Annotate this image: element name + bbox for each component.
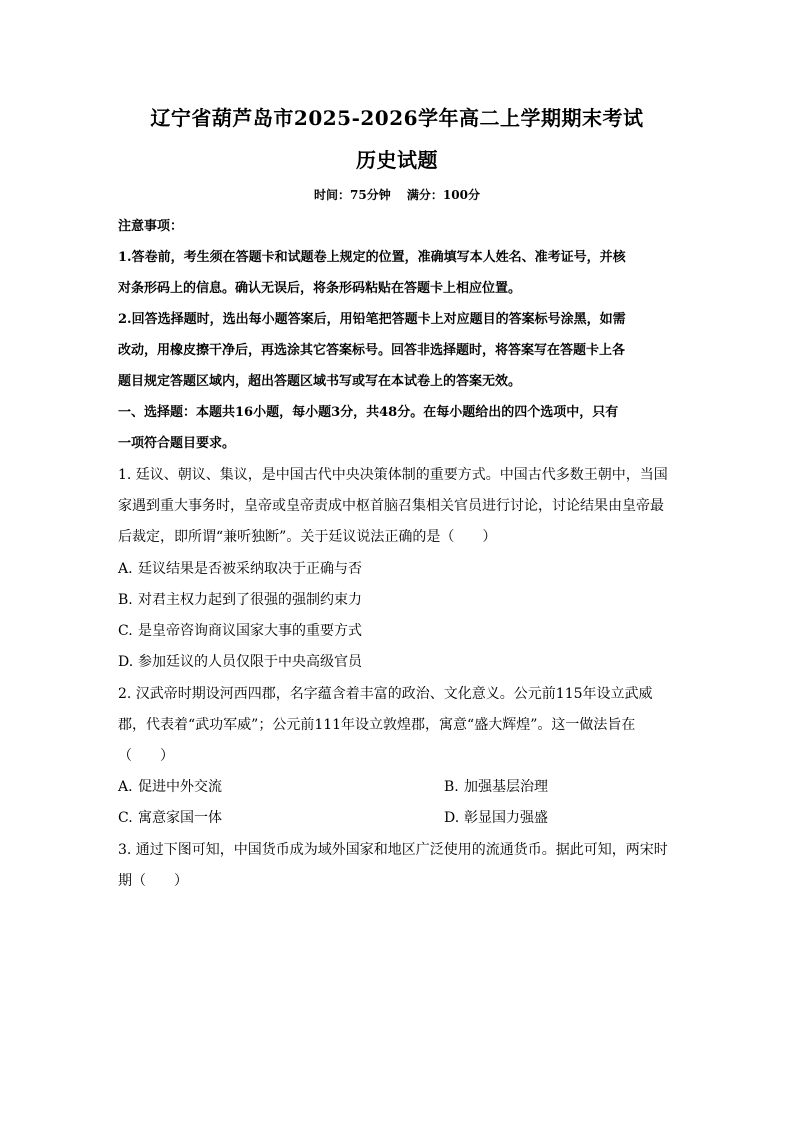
section-heading: 一、选择题：本题共16小题，每小题3分，共48分。在每小题给出的四个选项中，只有	[118, 405, 619, 420]
question-2-line: 2. 汉武帝时期设河西四郡，名字蕴含着丰富的政治、文化意义。公元前115年设立武威	[118, 686, 653, 702]
option-text: 促进中外交流	[138, 779, 222, 795]
note-line: 2.回答选择题时，选出每小题答案后，用铅笔把答题卡上对应题目的答案标号涂黑，如需	[118, 312, 626, 327]
question-1-line: 1. 廷议、朝议、集议，是中国古代中央决策体制的重要方式。中国古代多数王朝中，当国	[118, 467, 668, 483]
question-2-line: （ ）	[118, 748, 174, 764]
option-text: 参加廷议的人员仅限于中央高级官员	[138, 654, 362, 670]
question-2-line: 郡，代表着“武功军威”；公元前111年设立敦煌郡，寓意“盛大辉煌”。这一做法旨在	[118, 717, 636, 733]
exam-subject: 历史试题	[356, 148, 438, 172]
question-1-line: 后裁定，即所谓“兼听独断”。关于廷议说法正确的是（ ）	[118, 529, 497, 545]
question-2-option-b	[444, 778, 548, 796]
note-line: 题目规定答题区域内，超出答题区域书写或写在本试卷上的答案无效。	[118, 374, 522, 389]
option-text: 加强基层治理	[464, 779, 548, 795]
question-1-option-d	[118, 653, 362, 671]
option-key: D.	[444, 810, 460, 826]
question-1-line: 家遇到重大事务时，皇帝或皇帝责成中枢首脑召集相关官员进行讨论，讨论结果由皇帝最	[118, 498, 664, 514]
question-3-line: 期（ ）	[118, 873, 188, 889]
exam-title: 辽宁省葫芦岛市2025-2026学年高二上学期期末考试	[150, 106, 644, 130]
question-3-line: 3. 通过下图可知，中国货币成为域外国家和地区广泛使用的流通货币。据此可知，两宋时	[118, 842, 668, 858]
option-text: 是皇帝咨询商议国家大事的重要方式	[138, 623, 362, 639]
option-key: B.	[444, 779, 459, 795]
section-heading-cont: 一项符合题目要求。	[118, 436, 236, 451]
option-key: A.	[118, 561, 133, 577]
exam-time: 时间：75分钟	[314, 188, 391, 202]
question-2-option-c	[118, 809, 222, 827]
question-1-option-a	[118, 560, 362, 578]
option-key: B.	[118, 592, 133, 608]
option-key: D.	[118, 654, 134, 670]
option-key: C.	[118, 623, 133, 639]
question-2-option-a	[118, 778, 222, 796]
option-text: 对君主权力起到了很强的强制约束力	[138, 592, 362, 608]
notes-heading: 注意事项：	[118, 219, 184, 234]
question-1-option-c	[118, 622, 362, 640]
option-text: 寓意家国一体	[138, 810, 222, 826]
note-line: 改动，用橡皮擦干净后，再选涂其它答案标号。回答非选择题时，将答案写在答题卡上各	[118, 343, 626, 358]
question-2-option-d	[444, 809, 548, 827]
option-key: A.	[118, 779, 133, 795]
note-line: 1.答卷前，考生须在答题卡和试题卷上规定的位置，准确填写本人姓名、准考证号，并核	[118, 250, 626, 265]
option-text: 彰显国力强盛	[464, 810, 548, 826]
option-text: 廷议结果是否被采纳取决于正确与否	[138, 561, 362, 577]
question-1-option-b	[118, 591, 362, 609]
exam-meta	[0, 186, 794, 204]
note-line: 对条形码上的信息。确认无误后，将条形码粘贴在答题卡上相应位置。	[118, 281, 522, 296]
option-key: C.	[118, 810, 133, 826]
exam-score: 满分：100分	[406, 188, 480, 202]
